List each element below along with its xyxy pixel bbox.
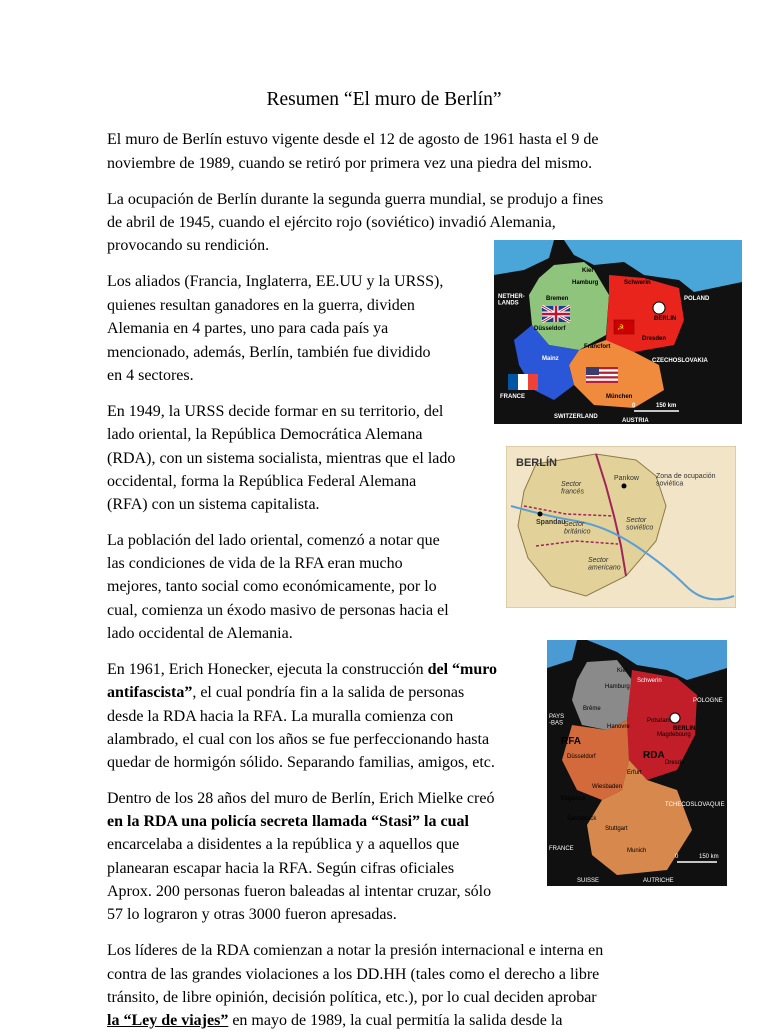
text-line: lado occidental de Alemania. <box>107 625 293 642</box>
map-label: TCHECOSLOVAQUIE <box>665 802 725 808</box>
underlined-run: la “Ley de viajes” <box>107 1012 229 1029</box>
text-line: El muro de Berlín estuvo vigente desde el 12 de agosto de 1961 hasta el 9 de <box>107 131 599 148</box>
map-label: AUSTRIA <box>622 418 649 424</box>
text-line: mencionado, además, Berlín, también fue dividido <box>107 344 431 361</box>
text-line: planearan escapar hacia la RFA. Según cifras oficiales <box>107 860 455 877</box>
text-line: Los aliados (Francia, Inglaterra, EE.UU y la URSS), <box>107 273 444 290</box>
text-line: noviembre de 1989, cuando se retiró por primera vez una piedra del mismo. <box>107 155 593 172</box>
map-label: Sector americano <box>588 557 621 572</box>
berlin-marker <box>670 713 680 723</box>
text-line: En 1949, la URSS decide formar en su territorio, del <box>107 403 444 420</box>
map-label: AUTRICHE <box>643 878 674 884</box>
spandau-marker <box>538 512 543 517</box>
map-label: Hamburg <box>572 280 599 286</box>
text-line: Aprox. 200 personas fueron baleadas al intentar cruzar, sólo <box>107 883 492 900</box>
berlin-sectors-map-graphic <box>506 446 736 608</box>
map-label: Düsseldorf <box>567 754 596 760</box>
text-line: alambrado, el cual con los años se fue perfeccionando hasta <box>107 731 490 748</box>
text-line: de abril de 1945, cuando el ejército rojo (soviético) invadió Alemania, <box>107 214 556 231</box>
map-label: Hamburg <box>605 684 630 690</box>
text-run: , el cual pondría fin a la salida de personas <box>192 684 465 701</box>
map-label: Mainz <box>542 356 559 362</box>
text-run: en mayo de 1989, la cual permitía la salida desde la <box>228 1012 563 1029</box>
map-label: FRANCE <box>549 846 574 852</box>
text-run: En 1961, Erich Honecker, ejecuta la construcción <box>107 661 428 678</box>
map-label: Kiel <box>582 268 594 274</box>
map-label: 150 km <box>656 403 677 409</box>
text-line <box>107 681 464 705</box>
map-label: Erfurt <box>627 770 642 776</box>
map-label: Dresden <box>642 336 667 342</box>
map-label: München <box>606 394 633 400</box>
svg-text:☭: ☭ <box>617 323 625 332</box>
british-flag-icon <box>542 306 570 322</box>
map-label: SWITZERLAND <box>554 414 598 420</box>
text-line: Alemania en 4 partes, uno para cada país ya <box>107 320 389 337</box>
berlin-marker <box>653 302 665 314</box>
text-line: encarcelaba a disidentes a la república y a aquellos que <box>107 836 460 853</box>
map-label: RFA <box>561 736 581 747</box>
map-label: Brême <box>583 706 601 712</box>
map-label: Sector británico <box>564 521 591 536</box>
pankow-marker <box>622 484 627 489</box>
map-label: Potsdam <box>647 718 671 724</box>
text-line: (RDA), con un sistema socialista, mientras que el lado <box>107 450 456 467</box>
map-label: POLOGNE <box>693 698 723 704</box>
map-label: Düsseldorf <box>534 326 566 332</box>
map-label: BERLIN <box>654 316 677 322</box>
map-label: BERLÍN <box>516 457 557 469</box>
soviet-flag-icon <box>614 320 634 334</box>
text-line: contra de las grandes violaciones a los DD.HH (tales como el derecho a libre <box>107 966 600 983</box>
text-line: lado oriental, la República Democrática Alemana <box>107 426 423 443</box>
bold-run: en la RDA una policía secreta llamada “Stasi” la cual <box>107 813 469 830</box>
map-label: Schwerin <box>637 678 662 684</box>
map-label: 150 km <box>699 854 719 860</box>
text-line <box>107 810 469 834</box>
french-flag-icon <box>508 374 538 390</box>
text-line: cual, comienza un éxodo masivo de personas hacia el <box>107 602 449 619</box>
text-line: mejores, tanto social como económicamente, por lo <box>107 578 437 595</box>
map-label: Sector francés <box>561 481 584 496</box>
map-label: 0 <box>675 854 679 860</box>
text-line: desde la RDA hacia la RFA. La muralla comienza con <box>107 708 454 725</box>
map-label: Francfort <box>584 344 611 350</box>
map-label: Kiel <box>617 668 628 674</box>
map-label: Sarrebruck <box>567 816 597 822</box>
text-line: La población del lado oriental, comenzó a notar que <box>107 532 440 549</box>
map-label: Sector soviético <box>626 517 654 532</box>
map-label: Zona de ocupación soviética <box>656 473 716 488</box>
map-label: CZECHOSLOVAKIA <box>652 358 708 364</box>
map-label: Stuttgart <box>605 826 628 832</box>
text-line <box>107 1009 562 1033</box>
map-label: Mayence <box>561 796 586 802</box>
text-line <box>107 658 497 682</box>
map-label: BERLIN <box>673 726 696 732</box>
map-label: FRANCE <box>500 394 525 400</box>
map-label: Spandau <box>536 519 566 526</box>
text-line: en 4 sectores. <box>107 367 194 384</box>
occupation-zones-map <box>494 240 742 424</box>
map-label: Wiesbaden <box>592 784 623 790</box>
us-flag-icon <box>586 367 618 383</box>
rfa-rda-map-graphic <box>547 640 727 886</box>
text-line: La ocupación de Berlín durante la segunda guerra mundial, se produjo a fines <box>107 191 604 208</box>
map-label: Magdebourg <box>657 732 691 738</box>
text-line: las condiciones de vida de la RFA eran mucho <box>107 555 403 572</box>
map-label: RDA <box>643 750 665 761</box>
text-line: Los líderes de la RDA comienzan a notar la presión internacional e interna en <box>107 942 604 959</box>
page-title: Resumen “El muro de Berlín” <box>266 89 502 110</box>
bold-run: antifascista” <box>107 684 193 701</box>
text-line: Dentro de los 28 años del muro de Berlín, Erich Mielke creó <box>107 790 495 807</box>
berlin-sectors-map <box>506 446 736 608</box>
text-line: 57 lo lograron y otras 3000 fueron apresadas. <box>107 906 397 923</box>
occupation-zones-map-graphic <box>494 240 742 424</box>
map-label: Bremen <box>546 296 569 302</box>
bold-run <box>107 1012 228 1029</box>
map-label: Hanovre <box>607 724 630 730</box>
map-label: Schwerin <box>624 280 651 286</box>
map-label: SUISSE <box>577 878 600 884</box>
text-line: tránsito, de libre opinión, decisión política, etc.), por lo cual deciden aprobar <box>107 989 597 1006</box>
rfa-rda-map <box>547 640 727 886</box>
map-label: 0 <box>632 403 636 409</box>
text-line: quienes resultan ganadores en la guerra, dividen <box>107 297 415 314</box>
bold-run: del “muro <box>427 661 498 678</box>
map-label: NETHER-LANDS <box>498 294 525 307</box>
map-label: Dresde <box>665 760 685 766</box>
text-line: provocando su rendición. <box>107 237 270 254</box>
map-label: Pankow <box>614 475 639 482</box>
text-line: quedar de hormigón sólido. Separando familias, amigos, etc. <box>107 754 495 771</box>
map-label: Munich <box>627 848 647 854</box>
text-line: occidental, forma la República Federal Alemana <box>107 473 417 490</box>
map-label: POLAND <box>684 296 710 302</box>
map-label: PAYS -BAS <box>549 714 565 727</box>
text-line: (RFA) con un sistema capitalista. <box>107 496 320 513</box>
